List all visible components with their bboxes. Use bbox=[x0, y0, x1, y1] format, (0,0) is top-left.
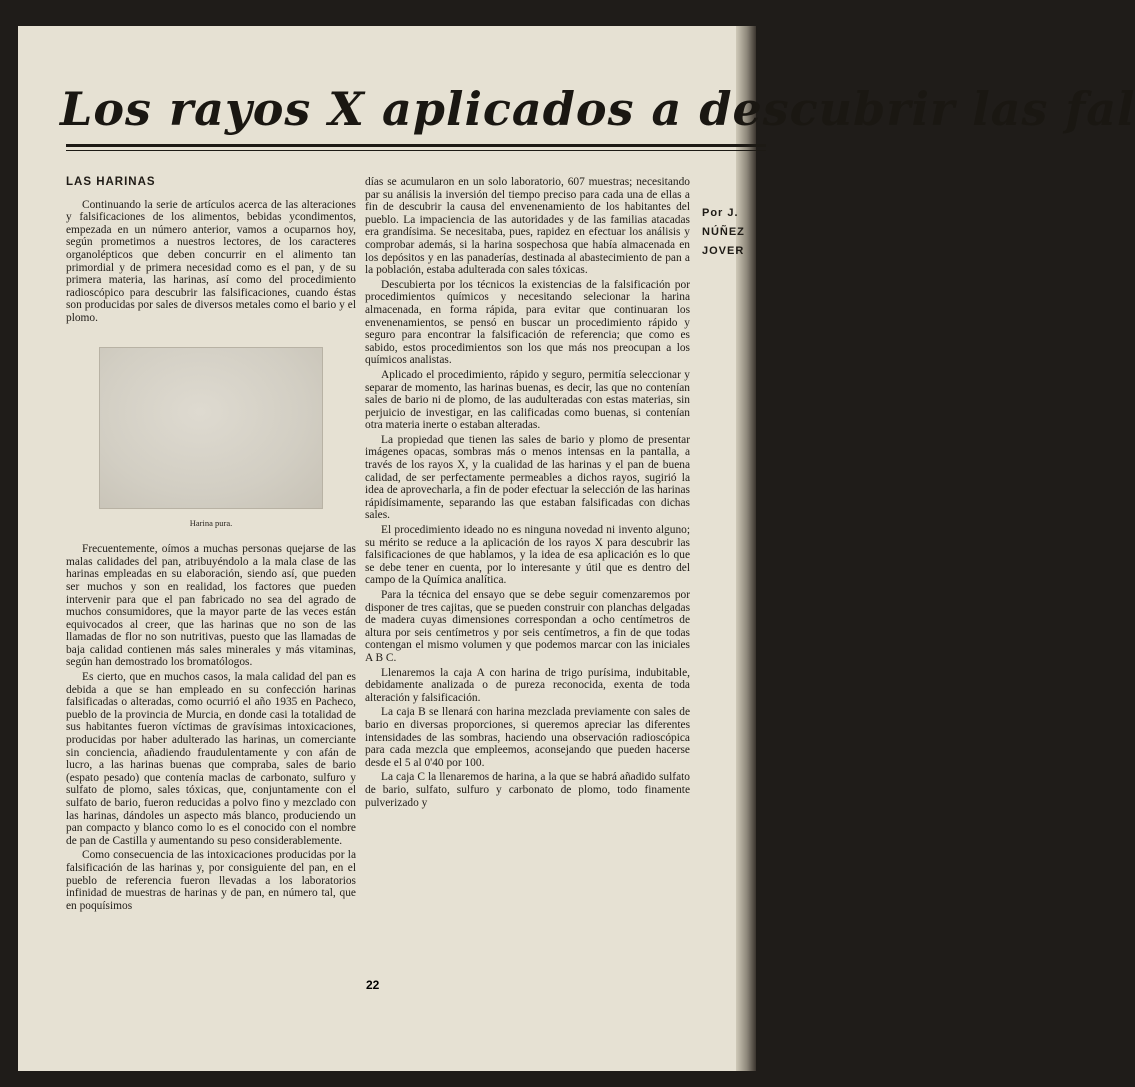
magazine-page bbox=[18, 26, 1135, 1071]
paragraph: La propiedad que tienen las sales de bario y plomo de presentar imágenes opacas, sombras más o menos intensas en la pantalla, a través de los rayos X, y la cualidad de las harinas y el pan de buena calidad, de ser perfectamente permeables a dichos rayos, sugirió la idea de aprovecharla, a fin de poder efectuar la selección de las harinas rápidísimamente, separando las que estaban falsificadas con dichas sales. bbox=[365, 433, 690, 522]
title-rule bbox=[66, 144, 766, 147]
paragraph: días se acumularon en un solo laboratorio, 607 muestras; necesitando par su análisis la inversión del tiempo preciso para cada una de ellas a fin de descubrir la causa del envenenamiento de los habitantes del pueblo. La impaciencia de las autoridades y de las familias atacadas era grandísima. Se necesitaba, pues, rapidez en efectuar los análisis y comprobar además, si la harina sospechosa que había almacenada en los depósitos y en las panaderías, destinada al abastecimiento de pan a la población, estaba adulterada con sales tóxicas. bbox=[365, 176, 690, 277]
flour-photo bbox=[99, 347, 323, 509]
page-edge-shadow bbox=[736, 26, 756, 1071]
page-number: 22 bbox=[366, 978, 380, 992]
paragraph: El procedimiento ideado no es ninguna novedad ni invento alguno; su mérito se reduce a la aplicación de los rayos X para descubrir las falsificaciones de que hablamos, y la idea de esa aplicación es lo que se debe tener en cuenta, por lo interesante y útil que es dentro del campo de la Química analítica. bbox=[365, 524, 690, 587]
paragraph: La caja C la llenaremos de harina, a la que se habrá añadido sulfato de bario, sulfato, sulfuro y carbonato de plomo, todo finamente pulverizado y bbox=[365, 771, 690, 809]
paragraph: Como consecuencia de las intoxicaciones producidas por la falsificación de las harinas y, por consiguiente del pan, en el pueblo de referencia fueron llevadas a los laboratorios infinidad de muestras de harinas y de pan, en número tal, que en poquísimos bbox=[66, 849, 356, 912]
paragraph: Para la técnica del ensayo que se debe seguir comenzaremos por disponer de tres cajitas, que se pueden construir con planchas delgadas de madera cuyas dimensiones correspondan a ocho centímetros de altura por seis centímetros y por seis centímetros, a fin de que todas contengan el mismo volumen y que podemos marcar con las iniciales A B C. bbox=[365, 589, 690, 664]
left-column bbox=[66, 176, 356, 914]
title-rule-thin bbox=[66, 150, 766, 151]
paragraph: Frecuentemente, oímos a muchas personas quejarse de las malas calidades del pan, atribuyéndolo a la mala clase de las harinas empleadas en su elaboración, siendo así, que pueden ser muchos y son en realidad, los factores que pueden intervenir para que el pan fabricado no sea del agrado de muchos consumidores, que la mayor parte de las veces están equivocados al creer, que las harinas que no son de las llamadas de flor no son nutritivas, puesto que las llamadas de baja calidad contienen más sales minerales y más vitaminas, según han demostrado los bromatólogos. bbox=[66, 543, 356, 669]
paragraph: Llenaremos la caja A con harina de trigo purísima, indubitable, debidamente analizada o de pureza reconocida, exenta de toda alteración y falsificación. bbox=[365, 666, 690, 704]
paragraph: Continuando la serie de artículos acerca de las alteraciones y falsificaciones de los alimentos, bebidas ycondimentos, empezada en un número anterior, vamos a ocuparnos hoy, según prometimos a nuestros lectores, de los caracteres organolépticos que deben concurrir en el alimento tan primordial y de primera necesidad como es el pan, y de su primera materia, las harinas, así como del procedimiento radioscópico para descubrir las falsificaciones, cuando éstas son producidas por sales de diversos metales como el bario y el plomo. bbox=[66, 198, 356, 324]
right-column bbox=[365, 176, 690, 811]
figure-caption: Harina pura. bbox=[189, 517, 233, 528]
byline-line: JOVER bbox=[702, 245, 745, 257]
paragraph: Aplicado el procedimiento, rápido y seguro, permitía seleccionar y separar de momento, las harinas buenas, es decir, las que no contenían sales de bario ni de plomo, de las audulteradas con estas materias, sin perjuicio de investigar, en las calificadas como buenas, si contenían otra materia inerte o estaban alteradas. bbox=[365, 368, 690, 432]
article-title: Los rayos X aplicados a descubrir las fal bbox=[60, 82, 1135, 136]
section-heading: LAS HARINAS bbox=[66, 176, 156, 188]
byline bbox=[702, 204, 762, 261]
paragraph: Descubierta por los técnicos la existencias de la falsificación por procedimientos químicos y necesitando selecionar la harina almacenada, en forma rápida, para evitar que continuaran los envenenamientos, se pensó en buscar un procedimiento rápido y seguro para encontrar la falsificación de referencia; que como es sabido, estos procedimientos son los que más nos preocupan a los químicos analistas. bbox=[365, 278, 690, 367]
byline-line: NÚÑEZ bbox=[702, 226, 745, 238]
byline-line: Por J. bbox=[702, 207, 739, 219]
paragraph: La caja B se llenará con harina mezclada previamente con sales de bario en diversas proporciones, si queremos apreciar las diferentes intensidades de las sombras, haciendo una observación radioscópica para cada mezcla que empleemos, aconsejando que pueden hacerse desde el 5 al 0'40 por 100. bbox=[365, 706, 690, 769]
paragraph: Es cierto, que en muchos casos, la mala calidad del pan es debida a que se han empleado en su confección harinas falsificadas o alteradas, como ocurrió el año 1935 en Pacheco, pueblo de la provincia de Murcia, en donde casi la totalidad de sus habitantes fueron víctimas de gravísimas intoxicaciones, producidas por haber adulterado las harinas, un comerciante sin conciencia, añadiendo fraudulentamente y con afán de lucro, a las harinas buenas que compraba, sales de bario (espato pesado) que contenía maclas de carbonato, sulfuro y sulfato de plomo, sales tóxicas, que, conjuntamente con el sulfato de bario, fueron reducidas a polvo fino y mezclado con las harinas, dándoles un aspecto más blanco, produciendo un pan compacto y blanco como lo es el conocido con el nombre de pan de Castilla y aumentando su peso considerablemente. bbox=[66, 671, 356, 847]
figure bbox=[66, 347, 356, 530]
